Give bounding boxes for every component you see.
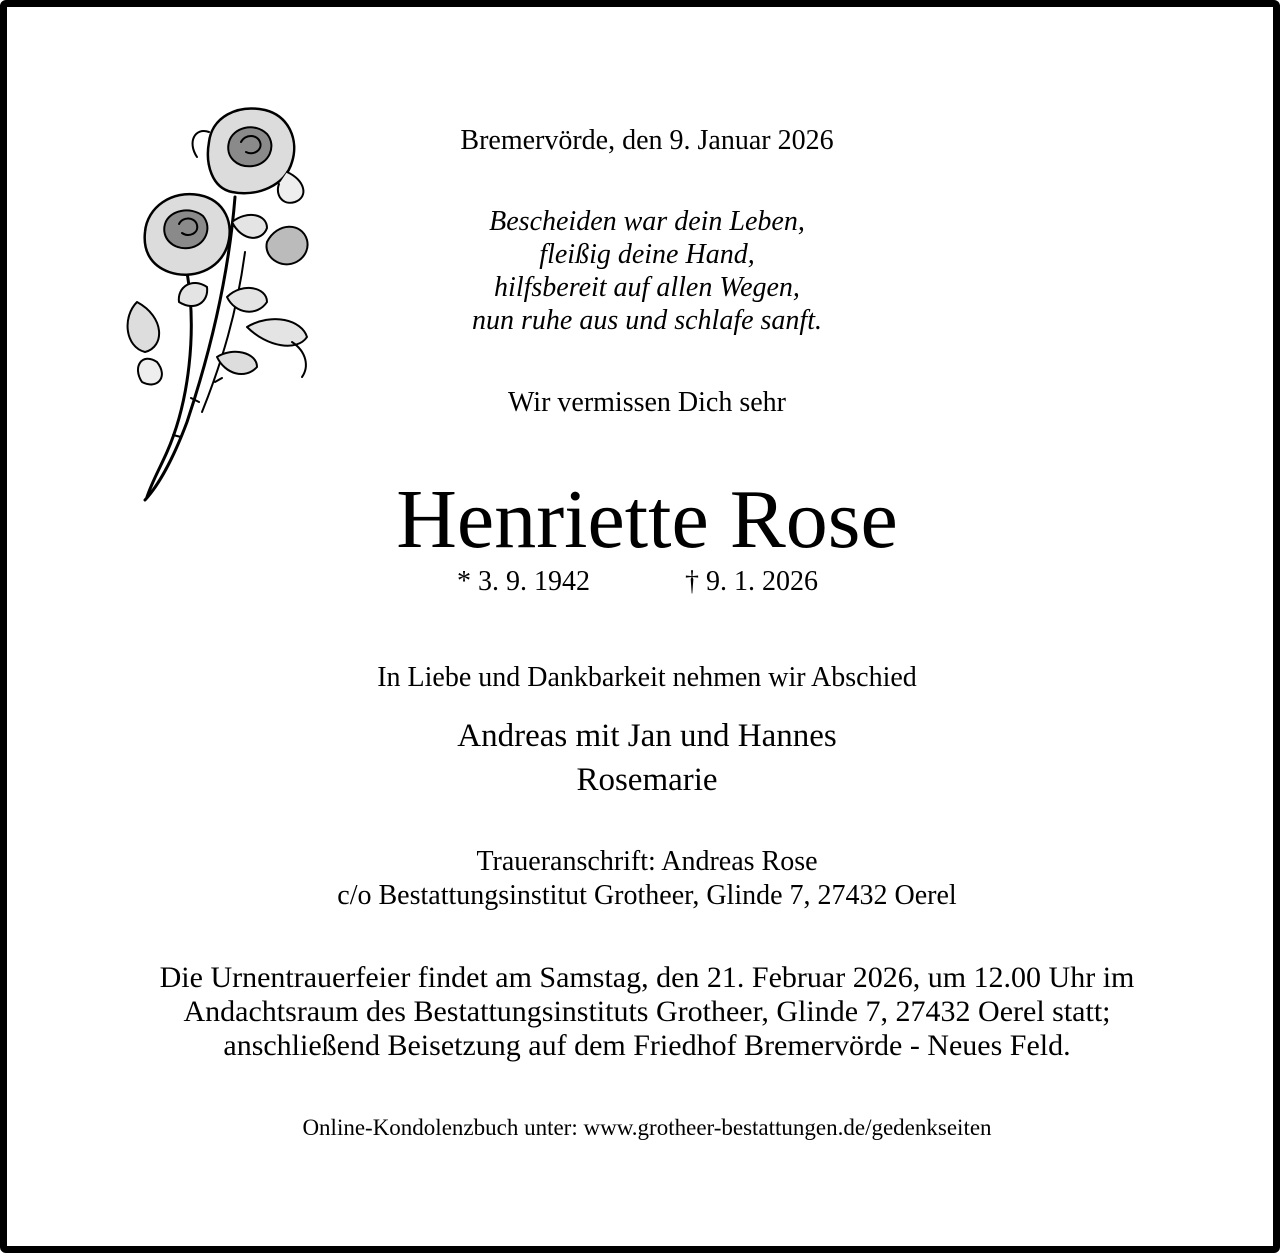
farewell-line: In Liebe und Dankbarkeit nehmen wir Abschied xyxy=(377,662,917,693)
condolence-link[interactable]: Online-Kondolenzbuch unter: www.grotheer-bestattungen.de/gedenkseiten xyxy=(302,1115,992,1140)
deceased-name: Henriette Rose xyxy=(396,473,898,566)
poem-line: hilfsbereit auf allen Wegen, xyxy=(494,272,800,303)
birth-date: * 3. 9. 1942 xyxy=(457,566,590,597)
poem-line: Bescheiden war dein Leben, xyxy=(489,206,805,237)
death-date: † 9. 1. 2026 xyxy=(685,566,818,597)
ceremony-info: Die Urnentrauerfeier findet am Samstag, den 21. Februar 2026, um 12.00 Uhr im xyxy=(159,961,1135,994)
place-and-date: Bremervörde, den 9. Januar 2026 xyxy=(460,125,834,156)
mourner-name: Rosemarie xyxy=(576,762,718,798)
mourner-name: Andreas mit Jan und Hannes xyxy=(457,718,837,754)
miss-line: Wir vermissen Dich sehr xyxy=(507,387,787,418)
poem-line: fleißig deine Hand, xyxy=(539,239,755,270)
mourning-address: Traueranschrift: Andreas Rose xyxy=(476,846,818,877)
ceremony-info: anschließend Beisetzung auf dem Friedhof Bremervörde - Neues Feld. xyxy=(223,1029,1071,1062)
ceremony-info: Andachtsraum des Bestattungsinstituts Grotheer, Glinde 7, 27432 Oerel statt; xyxy=(183,995,1111,1028)
poem-line: nun ruhe aus und schlafe sanft. xyxy=(472,305,822,336)
mourning-address: c/o Bestattungsinstitut Grotheer, Glinde 7, 27432 Oerel xyxy=(337,880,957,911)
